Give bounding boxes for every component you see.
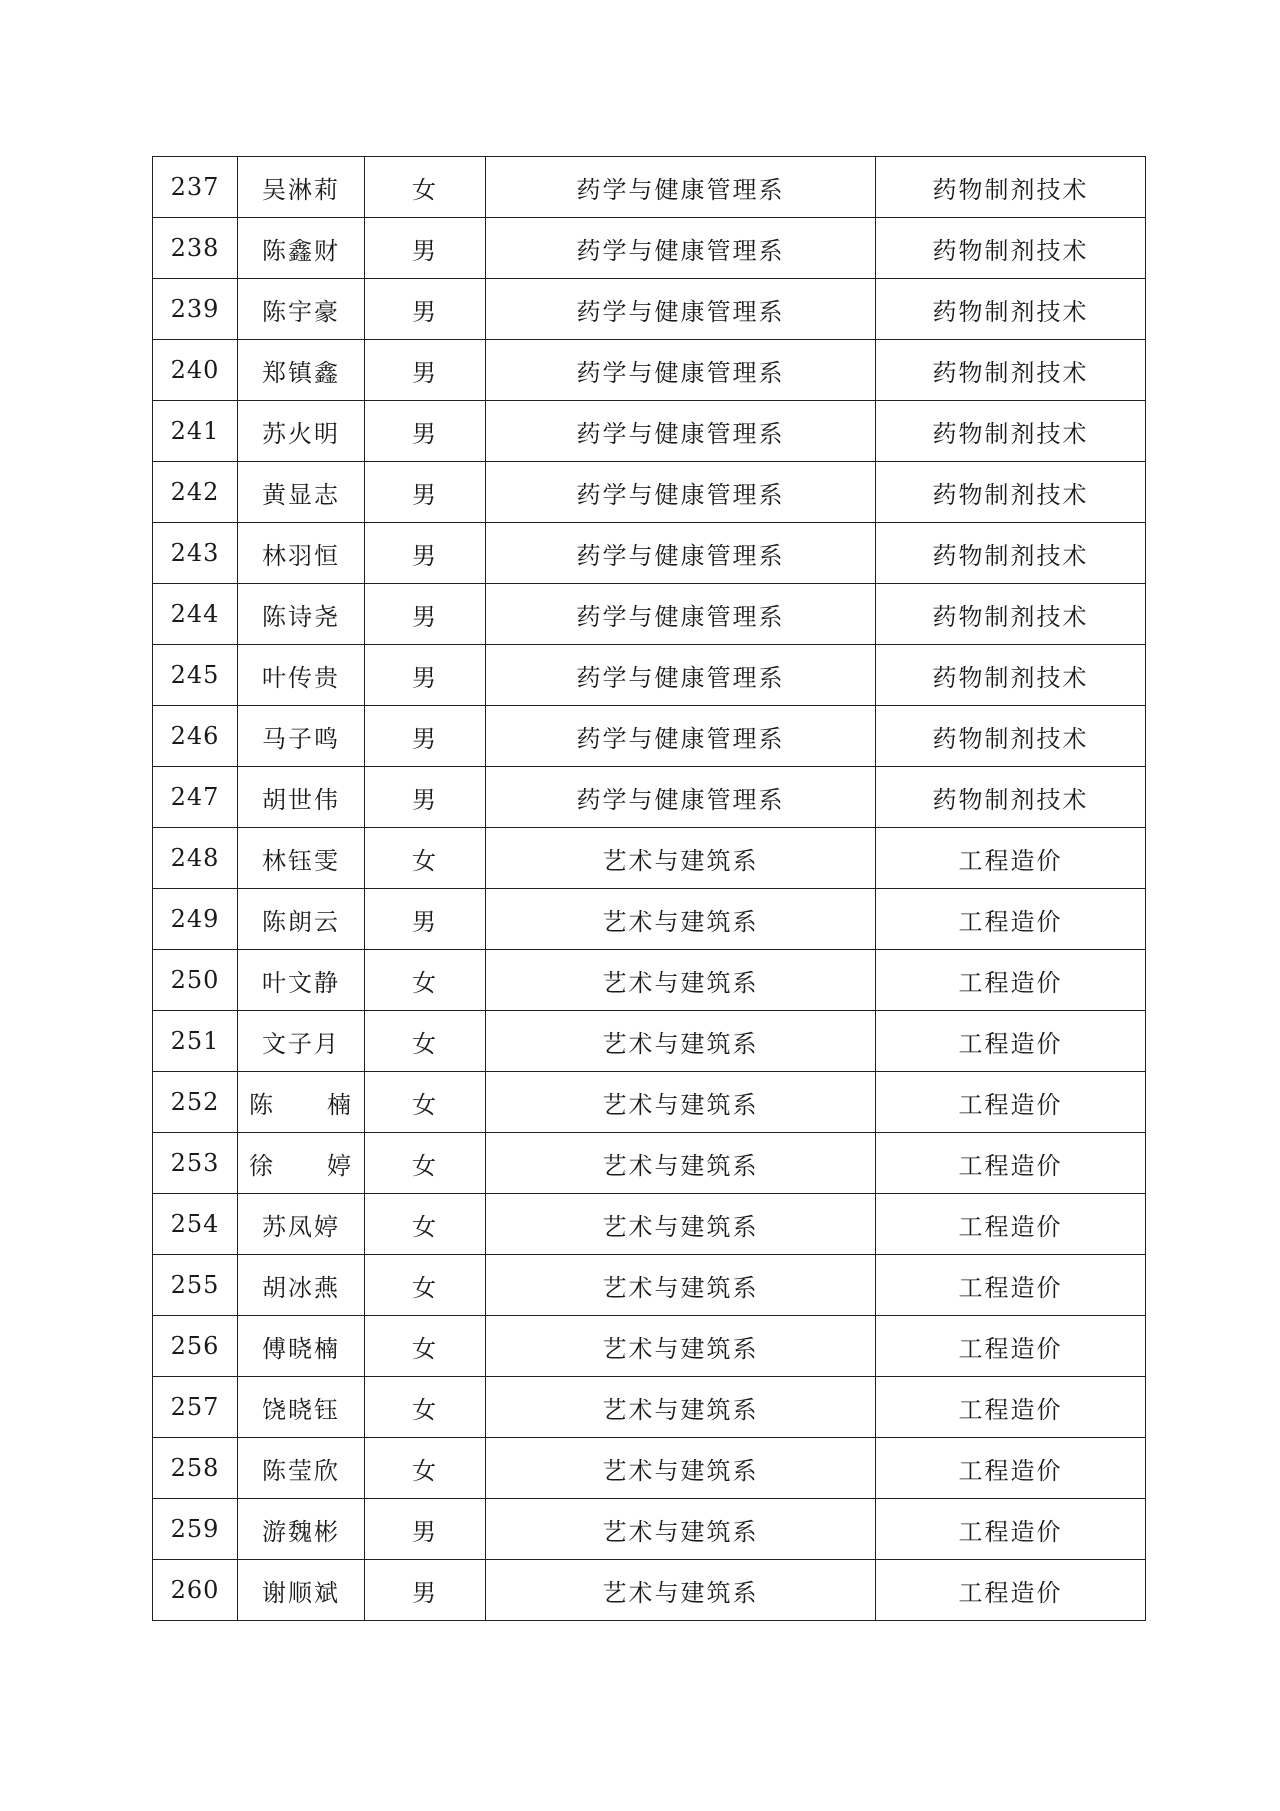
student-gender: 男	[365, 767, 486, 828]
student-department: 药学与健康管理系	[486, 340, 876, 401]
table-row	[153, 1194, 1146, 1255]
student-gender: 女	[365, 1133, 486, 1194]
table-row	[153, 523, 1146, 584]
student-gender: 女	[365, 828, 486, 889]
student-department: 药学与健康管理系	[486, 706, 876, 767]
row-number: 251	[153, 1011, 238, 1072]
row-number: 252	[153, 1072, 238, 1133]
row-number: 249	[153, 889, 238, 950]
student-name: 徐 婷	[238, 1133, 365, 1194]
table-row	[153, 584, 1146, 645]
student-major: 工程造价	[876, 1133, 1146, 1194]
student-name: 陈宇豪	[238, 279, 365, 340]
student-major: 工程造价	[876, 1377, 1146, 1438]
student-department: 药学与健康管理系	[486, 523, 876, 584]
table-row	[153, 1011, 1146, 1072]
student-gender: 女	[365, 157, 486, 218]
row-number: 260	[153, 1560, 238, 1621]
student-gender: 男	[365, 279, 486, 340]
table-row	[153, 218, 1146, 279]
student-gender: 男	[365, 1499, 486, 1560]
row-number: 258	[153, 1438, 238, 1499]
table-row	[153, 950, 1146, 1011]
student-department: 药学与健康管理系	[486, 584, 876, 645]
student-gender: 男	[365, 645, 486, 706]
row-number: 243	[153, 523, 238, 584]
student-department: 艺术与建筑系	[486, 889, 876, 950]
student-department: 艺术与建筑系	[486, 1438, 876, 1499]
student-name: 胡冰燕	[238, 1255, 365, 1316]
student-name: 陈莹欣	[238, 1438, 365, 1499]
row-number: 257	[153, 1377, 238, 1438]
table-row	[153, 1316, 1146, 1377]
student-major: 工程造价	[876, 1316, 1146, 1377]
student-department: 艺术与建筑系	[486, 1133, 876, 1194]
student-major: 工程造价	[876, 1194, 1146, 1255]
student-name: 叶文静	[238, 950, 365, 1011]
student-major: 工程造价	[876, 889, 1146, 950]
student-gender: 男	[365, 523, 486, 584]
student-name: 文子月	[238, 1011, 365, 1072]
student-gender: 男	[365, 218, 486, 279]
row-number: 239	[153, 279, 238, 340]
student-gender: 男	[365, 340, 486, 401]
student-major: 药物制剂技术	[876, 279, 1146, 340]
row-number: 256	[153, 1316, 238, 1377]
row-number: 254	[153, 1194, 238, 1255]
student-department: 药学与健康管理系	[486, 645, 876, 706]
table-row	[153, 828, 1146, 889]
student-gender: 男	[365, 401, 486, 462]
student-major: 工程造价	[876, 1499, 1146, 1560]
row-number: 237	[153, 157, 238, 218]
row-number: 246	[153, 706, 238, 767]
table-row	[153, 401, 1146, 462]
student-gender: 男	[365, 584, 486, 645]
table-row	[153, 1560, 1146, 1621]
table-row	[153, 157, 1146, 218]
student-name: 陈诗尧	[238, 584, 365, 645]
row-number: 250	[153, 950, 238, 1011]
student-major: 药物制剂技术	[876, 340, 1146, 401]
student-major: 药物制剂技术	[876, 706, 1146, 767]
student-department: 艺术与建筑系	[486, 1499, 876, 1560]
student-gender: 男	[365, 706, 486, 767]
row-number: 259	[153, 1499, 238, 1560]
student-department: 艺术与建筑系	[486, 1255, 876, 1316]
student-gender: 女	[365, 1377, 486, 1438]
student-department: 艺术与建筑系	[486, 1072, 876, 1133]
student-name: 陈 楠	[238, 1072, 365, 1133]
student-major: 药物制剂技术	[876, 584, 1146, 645]
student-major: 药物制剂技术	[876, 401, 1146, 462]
student-gender: 女	[365, 1438, 486, 1499]
student-name: 陈朗云	[238, 889, 365, 950]
table-row	[153, 1499, 1146, 1560]
row-number: 248	[153, 828, 238, 889]
student-major: 药物制剂技术	[876, 157, 1146, 218]
student-name: 苏火明	[238, 401, 365, 462]
table-row	[153, 1438, 1146, 1499]
student-department: 艺术与建筑系	[486, 1377, 876, 1438]
row-number: 238	[153, 218, 238, 279]
student-name: 陈鑫财	[238, 218, 365, 279]
student-name: 苏凤婷	[238, 1194, 365, 1255]
table-row	[153, 767, 1146, 828]
student-major: 药物制剂技术	[876, 645, 1146, 706]
student-major: 药物制剂技术	[876, 218, 1146, 279]
student-gender: 男	[365, 462, 486, 523]
student-name: 谢顺斌	[238, 1560, 365, 1621]
table-row	[153, 1255, 1146, 1316]
student-department: 艺术与建筑系	[486, 950, 876, 1011]
student-major: 工程造价	[876, 1438, 1146, 1499]
student-gender: 女	[365, 1194, 486, 1255]
student-name: 郑镇鑫	[238, 340, 365, 401]
student-major: 工程造价	[876, 1072, 1146, 1133]
row-number: 253	[153, 1133, 238, 1194]
student-name: 黄显志	[238, 462, 365, 523]
student-name: 叶传贵	[238, 645, 365, 706]
student-gender: 女	[365, 950, 486, 1011]
table-row	[153, 279, 1146, 340]
row-number: 255	[153, 1255, 238, 1316]
student-major: 药物制剂技术	[876, 462, 1146, 523]
student-name: 马子鸣	[238, 706, 365, 767]
student-name: 胡世伟	[238, 767, 365, 828]
student-name: 林钰雯	[238, 828, 365, 889]
row-number: 240	[153, 340, 238, 401]
student-department: 药学与健康管理系	[486, 218, 876, 279]
student-department: 药学与健康管理系	[486, 767, 876, 828]
row-number: 242	[153, 462, 238, 523]
student-major: 工程造价	[876, 828, 1146, 889]
student-gender: 女	[365, 1072, 486, 1133]
student-department: 艺术与建筑系	[486, 828, 876, 889]
student-major: 工程造价	[876, 1255, 1146, 1316]
student-major: 药物制剂技术	[876, 767, 1146, 828]
table-row	[153, 340, 1146, 401]
table-row	[153, 889, 1146, 950]
row-number: 244	[153, 584, 238, 645]
student-department: 艺术与建筑系	[486, 1316, 876, 1377]
student-gender: 男	[365, 1560, 486, 1621]
student-department: 药学与健康管理系	[486, 157, 876, 218]
student-department: 药学与健康管理系	[486, 279, 876, 340]
student-department: 艺术与建筑系	[486, 1011, 876, 1072]
student-name: 吴淋莉	[238, 157, 365, 218]
student-major: 药物制剂技术	[876, 523, 1146, 584]
roster-body	[153, 157, 1146, 1621]
student-name: 游魏彬	[238, 1499, 365, 1560]
student-gender: 男	[365, 889, 486, 950]
table-row	[153, 645, 1146, 706]
student-name: 林羽恒	[238, 523, 365, 584]
student-gender: 女	[365, 1011, 486, 1072]
table-row	[153, 1072, 1146, 1133]
student-gender: 女	[365, 1255, 486, 1316]
student-major: 工程造价	[876, 1011, 1146, 1072]
student-gender: 女	[365, 1316, 486, 1377]
student-department: 药学与健康管理系	[486, 401, 876, 462]
row-number: 245	[153, 645, 238, 706]
student-department: 艺术与建筑系	[486, 1194, 876, 1255]
row-number: 241	[153, 401, 238, 462]
student-major: 工程造价	[876, 1560, 1146, 1621]
student-major: 工程造价	[876, 950, 1146, 1011]
student-department: 药学与健康管理系	[486, 462, 876, 523]
table-row	[153, 706, 1146, 767]
table-row	[153, 462, 1146, 523]
student-name: 傅晓楠	[238, 1316, 365, 1377]
table-row	[153, 1377, 1146, 1438]
student-roster-table	[152, 156, 1146, 1621]
table-row	[153, 1133, 1146, 1194]
student-department: 艺术与建筑系	[486, 1560, 876, 1621]
row-number: 247	[153, 767, 238, 828]
student-name: 饶晓钰	[238, 1377, 365, 1438]
